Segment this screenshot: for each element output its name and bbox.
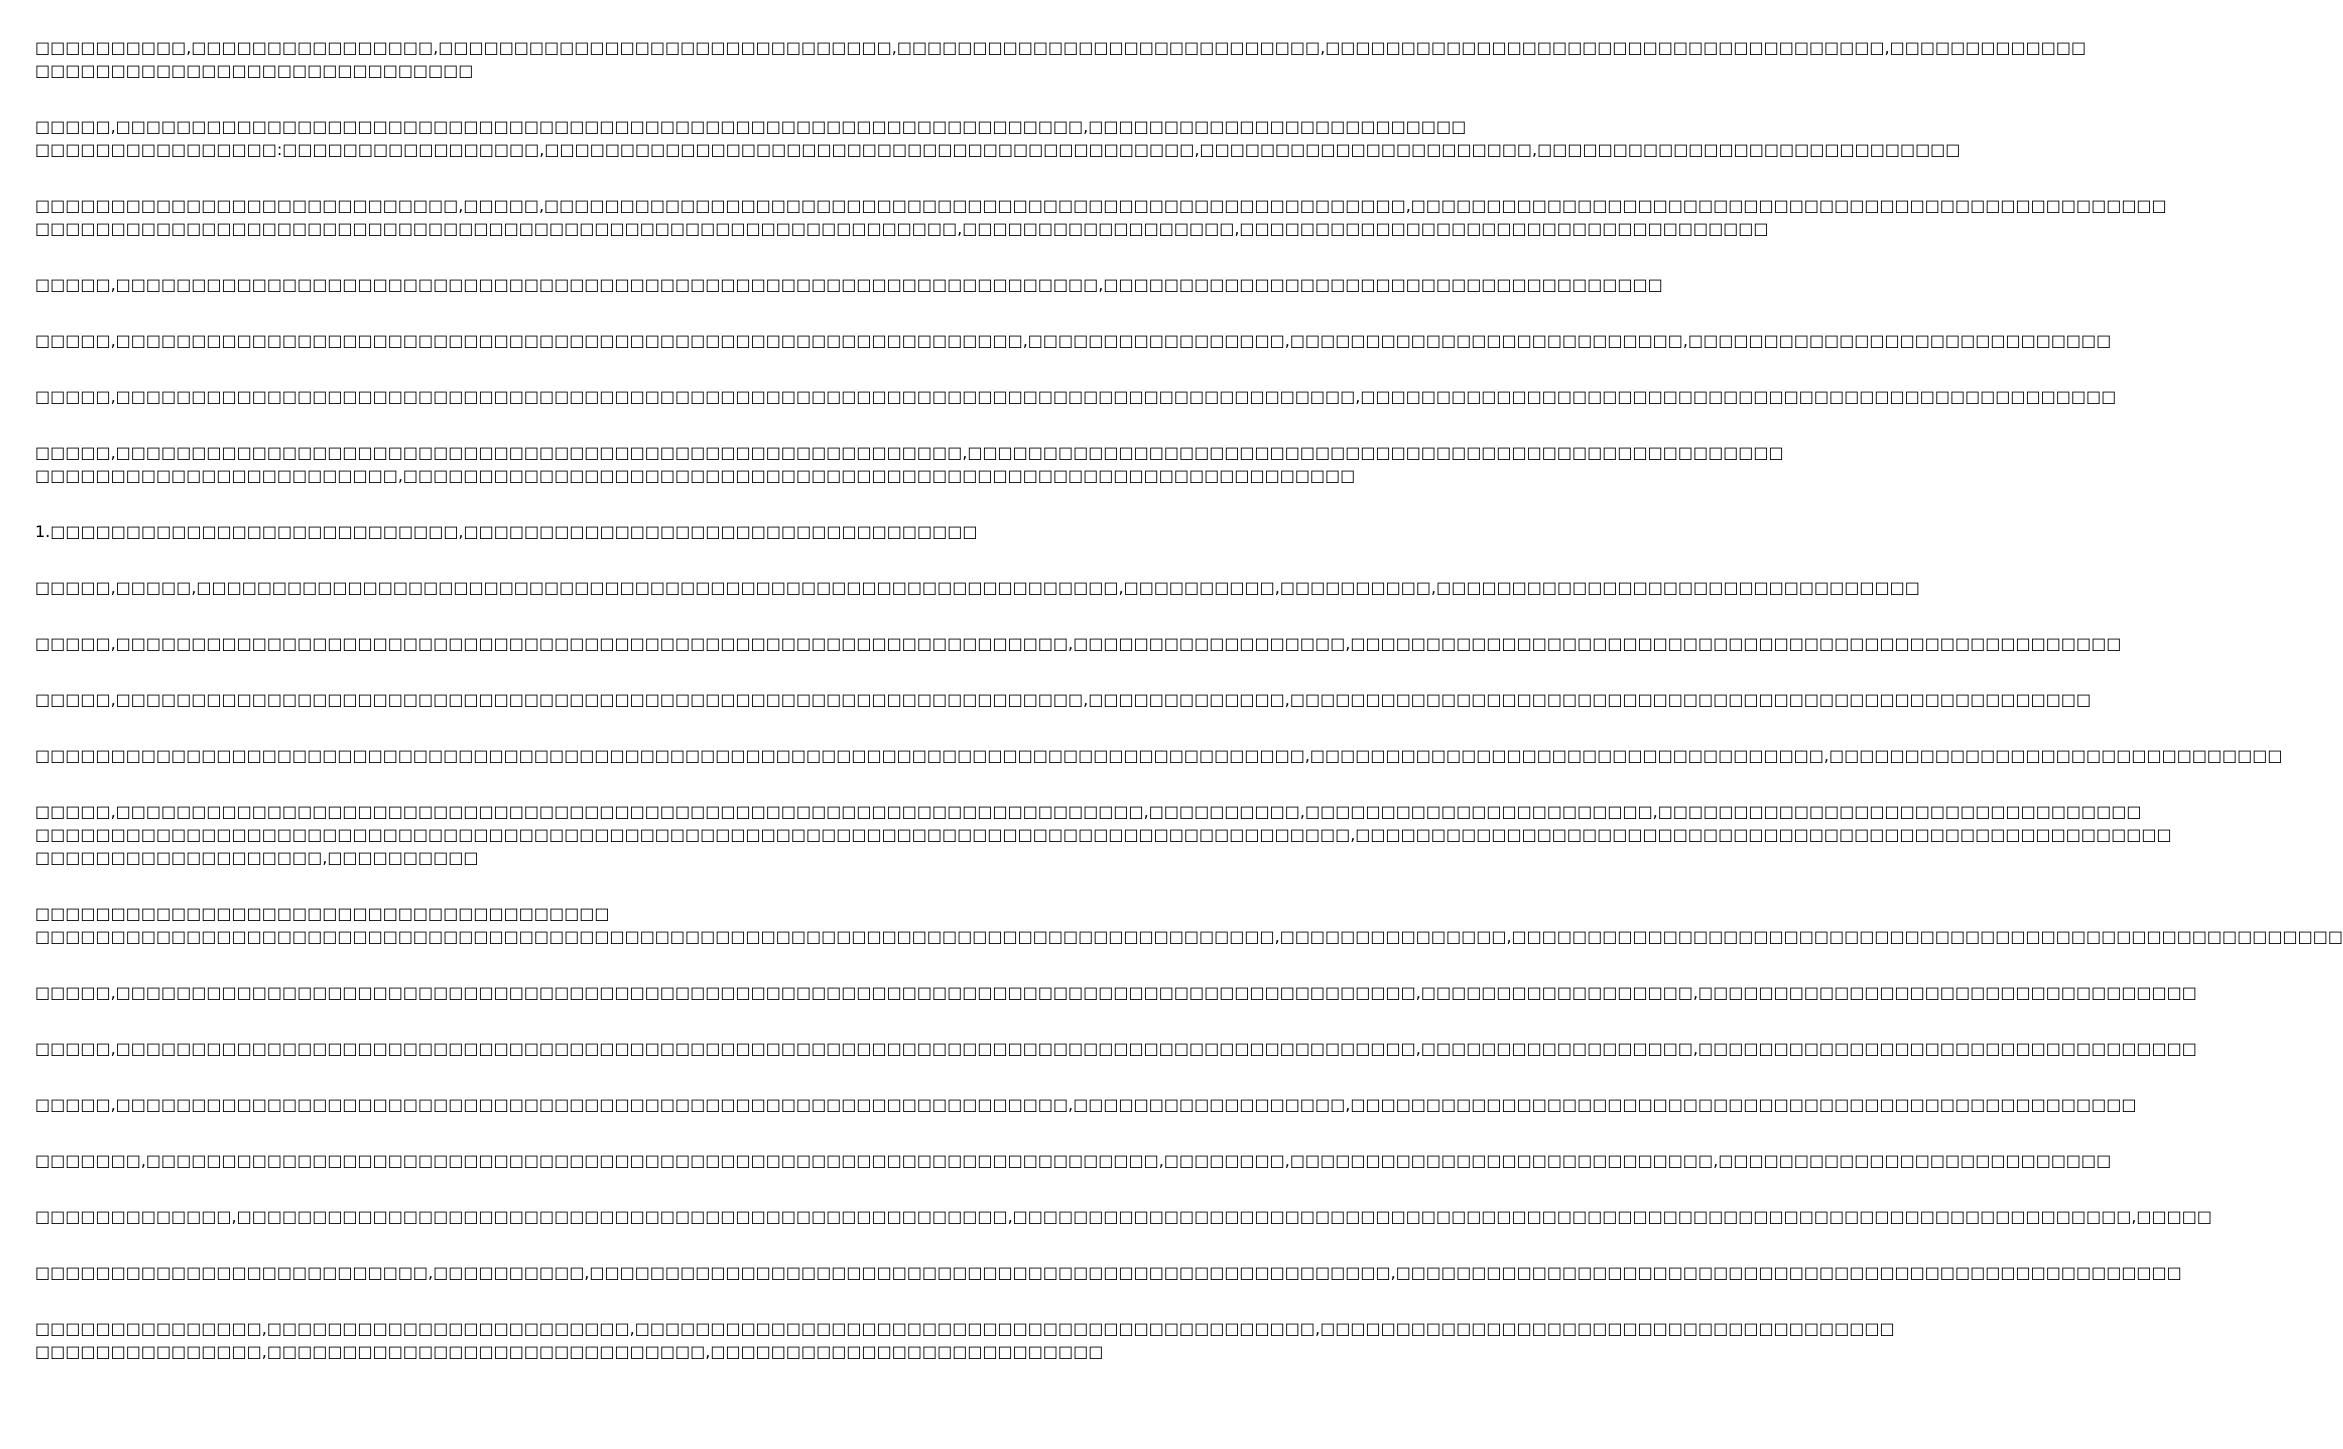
text-line: □□□□□□□□□□□□□□□□□□□□□□□□□□□□□□□□□□□□□□□□□□□□□□□□□□□□□□□□□□□□□□□□□□□□□□□□□□□□□□□□□□□□□□□,□□□□□□□□□□□□□□□□□□□□□□□□□□□□□□□□□□□□□□□□□□□□□□□□□□□□□□ [35,825,2172,844]
text-line: □□□□□,□□□□□□□□□□□□□□□□□□□□□□□□□□□□□□□□□□□□□□□□□□□□□□□□□□□□□□□□□□□□□□□□,□□□□□□□□□□□□□□□□□□□□□□□□□ [35,117,1467,136]
text-line: □□□□□□□□□□□□□□□,□□□□□□□□□□□□□□□□□□□□□□□□□□□□□,□□□□□□□□□□□□□□□□□□□□□□□□□□ [35,1342,1104,1361]
text-line: □□□□□,□□□□□□□□□□□□□□□□□□□□□□□□□□□□□□□□□□□□□□□□□□□□□□□□□□□□□□□□□□□□□□□□□□□□,□□□□□□□□□□,□□□□□□□□□□□□□□□□□□□□□□□,□□□□□□□□□□□□□□□□□□□□□□□□□□□□□□□□ [35,802,2142,821]
text-line: □□□□□,□□□□□□□□□□□□□□□□□□□□□□□□□□□□□□□□□□□□□□□□□□□□□□□□□□□□□□□□□□□□,□□□□□□□□□□□□□□□□□,□□□□□□□□□□□□□□□□□□□□□□□□□□,□□□□□□□□□□□□□□□□□□□□□□□□□□□□ [35,331,2112,350]
paragraph [35,1037,2197,1060]
paragraph [35,1093,2137,1116]
paragraph [35,576,1920,599]
paragraph [35,36,2087,82]
text-line: □□□□□□□,□□□□□□□□□□□□□□□□□□□□□□□□□□□□□□□□□□□□□□□□□□□□□□□□□□□□□□□□□□□□□□□□□□□,□□□□□□□□,□□□□□□□□□□□□□□□□□□□□□□□□□□□□,□□□□□□□□□□□□□□□□□□□□□□□□□□ [35,1151,2112,1170]
paragraph [35,1317,1895,1363]
text-line: □□□□□,□□□□□,□□□□□□□□□□□□□□□□□□□□□□□□□□□□□□□□□□□□□□□□□□□□□□□□□□□□□□□□□□□□□,□□□□□□□□□□,□□□□□□□□□□,□□□□□□□□□□□□□□□□□□□□□□□□□□□□□□□□ [35,578,1920,597]
paragraph [35,632,2122,655]
text-line: □□□□□□□□□□□□□□□□□□□□□□□□□□□□□ [35,61,474,80]
text-line: □□□□□□□□□□□□□□□□□□□□□□□□□□□□,□□□□□,□□□□□□□□□□□□□□□□□□□□□□□□□□□□□□□□□□□□□□□□□□□□□□□□□□□□□□□□□,□□□□□□□□□□□□□□□□□□□□□□□□□□□□□□□□□□□□□□□□□□□□□□□□□□ [35,196,2167,215]
text-line: □□□□□□□□□□,□□□□□□□□□□□□□□□□,□□□□□□□□□□□□□□□□□□□□□□□□□□□□□□,□□□□□□□□□□□□□□□□□□□□□□□□□□□□,□□□□□□□□□□□□□□□□□□□□□□□□□□□□□□□□□□□□□,□□□□□□□□□□□□□ [35,38,2087,57]
text-line: □□□□□□□□□□□□□□□,□□□□□□□□□□□□□□□□□□□□□□□□,□□□□□□□□□□□□□□□□□□□□□□□□□□□□□□□□□□□□□□□□□□□□□,□□□□□□□□□□□□□□□□□□□□□□□□□□□□□□□□□□□□□□ [35,1319,1895,1338]
text-line: □□□□□,□□□□□□□□□□□□□□□□□□□□□□□□□□□□□□□□□□□□□□□□□□□□□□□□□□□□□□□□□□□□□□□,□□□□□□□□□□□□□□□□□□,□□□□□□□□□□□□□□□□□□□□□□□□□□□□□□□□□□□□□□□□□□□□□□□□□□□□ [35,1095,2137,1114]
text-line: □□□□□□□□□□□□□□□□□□□□□□□□,□□□□□□□□□□□□□□□□□□□□□□□□□□□□□□□□□□□□□□□□□□□□□□□□□□□□□□□□□□□□□□□ [35,466,1356,485]
paragraph [35,1149,2112,1172]
paragraph [35,385,2117,408]
paragraph [35,441,1784,487]
paragraph [35,981,2197,1004]
text-line: □□□□□,□□□□□□□□□□□□□□□□□□□□□□□□□□□□□□□□□□□□□□□□□□□□□□□□□□□□□□□□□□□□□□□□□□□□□□□□□□□□□□□□□□□□□□,□□□□□□□□□□□□□□□□□□,□□□□□□□□□□□□□□□□□□□□□□□□□□□□□□□□□ [35,983,2197,1002]
paragraph [35,115,1961,161]
paragraph [35,520,990,543]
paragraph [35,800,2172,869]
text-line: □□□□□,□□□□□□□□□□□□□□□□□□□□□□□□□□□□□□□□□□□□□□□□□□□□□□□□□□□□□□□□□□□□□□□□□□□□□□□□□□□□□□□□□□,□□□□□□□□□□□□□□□□□□□□□□□□□□□□□□□□□□□□□□□□□□□□□□□□□□ [35,387,2117,406]
text-line: □□□□□,□□□□□□□□□□□□□□□□□□□□□□□□□□□□□□□□□□□□□□□□□□□□□□□□□□□□□□□□□□□□□□□,□□□□□□□□□□□□□□□□□□,□□□□□□□□□□□□□□□□□□□□□□□□□□□□□□□□□□□□□□□□□□□□□□□□□□□ [35,634,2122,653]
text-line: □□□□□,□□□□□□□□□□□□□□□□□□□□□□□□□□□□□□□□□□□□□□□□□□□□□□□□□□□□□□□□□□□□□□□□□□□□□□□□□□□□□□□□□□□□□□,□□□□□□□□□□□□□□□□□□,□□□□□□□□□□□□□□□□□□□□□□□□□□□□□□□□□ [35,1039,2197,1058]
paragraph [35,273,1663,296]
document-body [35,36,2343,1396]
text-line: □□□□□□□□□□□□□□□□□□□□□□□□□□□□□□□□□□□□□□ [35,904,610,923]
text-line: □□□□□□□□□□□□□□□□□□□□□□□□□□□□□□□□□□□□□□□□□□□□□□□□□□□□□□□□□□□□□,□□□□□□□□□□□□□□□□□□,□□□□□□□□□□□□□□□□□□□□□□□□□□□□□□□□□□□ [35,219,1769,238]
text-line: □□□□□,□□□□□□□□□□□□□□□□□□□□□□□□□□□□□□□□□□□□□□□□□□□□□□□□□□□□□□□□□□□□□□□□,□□□□□□□□□□□□□,□□□□□□□□□□□□□□□□□□□□□□□□□□□□□□□□□□□□□□□□□□□□□□□□□□□□□ [35,690,2092,709]
text-line: □□□□□□□□□□□□□□□□□□□□□□□□□□□□□□□□□□□□□□□□□□□□□□□□□□□□□□□□□□□□□□□□□□□□□□□□□□□□□□□□□□□□,□□□□□□□□□□□□□□□□□□□□□□□□□□□□□□□□□□,□□□□□□□□□□□□□□□□□□□□□□□□□□□□□□ [35,746,2283,765]
text-line: □□□□□□□□□□□□□□□□:□□□□□□□□□□□□□□□□□,□□□□□□□□□□□□□□□□□□□□□□□□□□□□□□□□□□□□□□□□□□□,□□□□□□□□□□□□□□□□□□□□□□,□□□□□□□□□□□□□□□□□□□□□□□□□□□□ [35,140,1961,159]
paragraph [35,1261,2182,1284]
text-line: □□□□□□□□□□□□□□□□□□□□□□□□□□,□□□□□□□□□□,□□□□□□□□□□□□□□□□□□□□□□□□□□□□□□□□□□□□□□□□□□□□□□□□□□□□□,□□□□□□□□□□□□□□□□□□□□□□□□□□□□□□□□□□□□□□□□□□□□□□□□□□□□ [35,1263,2182,1282]
paragraph [35,329,2112,352]
paragraph [35,744,2283,767]
text-line: □□□□□□□□□□□□□,□□□□□□□□□□□□□□□□□□□□□□□□□□□□□□□□□□□□□□□□□□□□□□□□□□□,□□□□□□□□□□□□□□□□□□□□□□□□□□□□□□□□□□□□□□□□□□□□□□□□□□□□□□□□□□□□□□□□□□□□□□□□□□,□□□□□ [35,1207,2213,1226]
paragraph [35,688,2092,711]
text-line: 1.□□□□□□□□□□□□□□□□□□□□□□□□□□□,□□□□□□□□□□□□□□□□□□□□□□□□□□□□□□□□□□ [35,522,978,541]
paragraph [35,1205,2213,1228]
text-line: □□□□□□□□□□□□□□□□□□□□□□□□□□□□□□□□□□□□□□□□□□□□□□□□□□□□□□□□□□□□□□□□□□□□□□□□□□□□□□□□□□,□□□□□□□□□□□□□□□,□□□□□□□□□□□□□□□□□□□□□□□□□□□□□□□□□□□□□□□□□□□□□□□□□□□□□□□ [35,927,2343,946]
text-line: □□□□□□□□□□□□□□□□□□□,□□□□□□□□□□ [35,848,479,867]
paragraph [35,902,2343,948]
paragraph [35,194,2167,240]
text-line: □□□□□,□□□□□□□□□□□□□□□□□□□□□□□□□□□□□□□□□□□□□□□□□□□□□□□□□□□□□□□□□□□□□□□□□,□□□□□□□□□□□□□□□□□□□□□□□□□□□□□□□□□□□□□ [35,275,1663,294]
text-line: □□□□□,□□□□□□□□□□□□□□□□□□□□□□□□□□□□□□□□□□□□□□□□□□□□□□□□□□□□□□□□,□□□□□□□□□□□□□□□□□□□□□□□□□□□□□□□□□□□□□□□□□□□□□□□□□□□□□□ [35,443,1784,462]
